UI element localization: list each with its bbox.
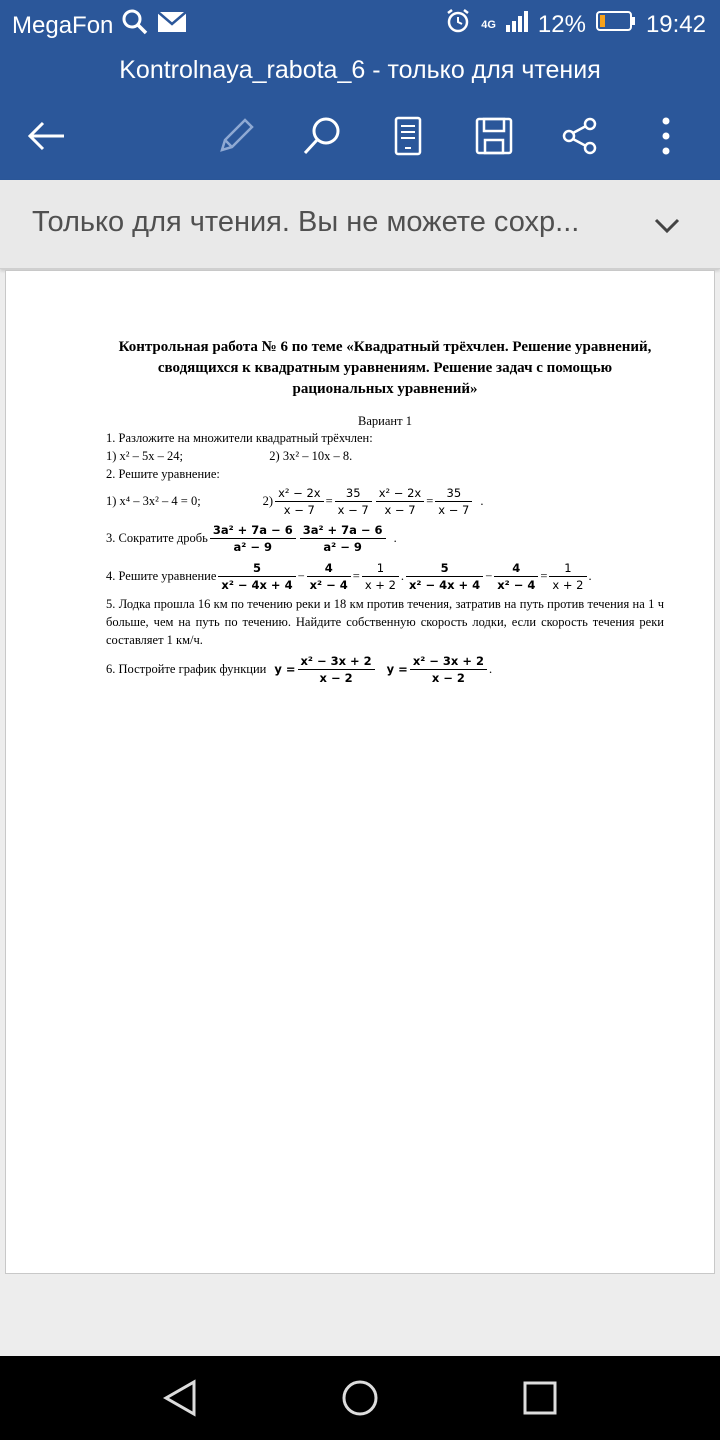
period: . <box>480 494 484 508</box>
document-heading: Контрольная работа № 6 по теме «Квадратный трёхчлен. Решение уравнений, сводящихся к квадратным уравнениям. Решение задач с помощью рациональных уравнений» <box>118 339 652 397</box>
fraction <box>410 653 487 686</box>
fraction-numerator: 3a² + 7a − 6 <box>300 522 386 539</box>
fraction-numerator: x² − 3x + 2 <box>298 653 375 670</box>
fraction-denominator: x² − 4 <box>309 577 348 592</box>
question-5: 5. Лодка прошла 16 км по течению реки и 18 км против течения, затратив на путь против течения на 1 ч больше, чем на путь по течению. Найдите собственную скорость лодки, если скорость течения реки составляет 1 км/ч. <box>106 597 664 647</box>
fraction <box>335 485 372 518</box>
recents-square-icon[interactable] <box>518 1376 562 1420</box>
fraction-denominator: x − 2 <box>431 670 465 685</box>
function-y-label: y = <box>386 662 408 676</box>
q2b-label: 2) <box>262 494 274 508</box>
home-circle-icon[interactable] <box>338 1376 382 1420</box>
more-vertical-icon <box>660 116 672 156</box>
mail-status-icon <box>157 10 187 41</box>
more-button[interactable] <box>640 110 692 162</box>
equals-sign: = <box>540 569 548 583</box>
fraction-denominator: x − 7 <box>283 502 315 517</box>
fraction <box>549 560 586 593</box>
fraction-numerator: 1 <box>362 560 399 577</box>
equals-sign: = <box>426 494 434 508</box>
fraction-numerator: 4 <box>307 560 351 577</box>
readonly-banner[interactable] <box>0 180 720 269</box>
reading-view-button[interactable] <box>382 110 434 162</box>
fraction <box>210 522 296 555</box>
question-3 <box>106 519 664 557</box>
q1b-label: 2) <box>269 449 280 463</box>
network-label: 4G <box>481 18 496 31</box>
chevron-down-icon[interactable] <box>650 210 684 240</box>
question-2-items <box>106 483 664 519</box>
battery-percent: 12% <box>537 10 586 38</box>
status-bar <box>0 0 720 48</box>
back-button[interactable] <box>20 110 72 162</box>
app-toolbar <box>0 92 720 180</box>
fraction-denominator: x − 7 <box>438 502 470 517</box>
fraction <box>300 522 386 555</box>
fraction-numerator: 4 <box>494 560 538 577</box>
period: . <box>393 531 397 545</box>
arrow-left-icon <box>26 121 66 151</box>
period: . <box>588 569 592 583</box>
edit-button[interactable] <box>210 110 262 162</box>
question-2: 2. Решите уравнение: <box>106 467 220 481</box>
fraction-numerator: 35 <box>335 485 372 502</box>
alarm-icon <box>445 8 471 41</box>
fraction <box>298 653 375 686</box>
q1a-label: 1) <box>106 449 117 463</box>
minus-sign: − <box>297 569 305 583</box>
fraction-numerator: x² − 3x + 2 <box>410 653 487 670</box>
mobile-view-icon <box>393 116 423 156</box>
fraction <box>307 560 351 593</box>
fraction-denominator: x + 2 <box>552 577 584 592</box>
fraction-denominator: x − 7 <box>337 502 369 517</box>
carrier-label: MegaFon <box>12 11 114 39</box>
fraction-numerator: 1 <box>549 560 586 577</box>
share-button[interactable] <box>554 110 606 162</box>
share-icon <box>560 116 600 156</box>
fraction-denominator: a² − 9 <box>233 539 272 554</box>
fraction-numerator: x² − 2x <box>376 485 425 502</box>
fraction <box>275 485 324 518</box>
clock: 19:42 <box>645 10 706 38</box>
variant-label: Вариант 1 <box>358 414 412 428</box>
minus-sign: − <box>485 569 493 583</box>
readonly-banner-text: Только для чтения. Вы не можете сохр... <box>32 206 580 238</box>
fraction <box>494 560 538 593</box>
period: . <box>488 662 493 676</box>
fraction-denominator: x² − 4x + 4 <box>221 577 293 592</box>
fraction <box>218 560 295 593</box>
equals-sign: = <box>352 569 360 583</box>
fraction <box>362 560 399 593</box>
question-4-text: 4. Решите уравнение <box>106 569 217 583</box>
fraction-denominator: x − 7 <box>384 502 416 517</box>
q1a-expression: x² – 5x – 24; <box>119 449 184 463</box>
fraction-numerator: x² − 2x <box>275 485 324 502</box>
fraction-numerator: 35 <box>435 485 472 502</box>
search-button[interactable] <box>296 110 348 162</box>
navigation-bar <box>0 1356 720 1440</box>
question-6 <box>106 649 664 689</box>
fraction-denominator: x² − 4x + 4 <box>409 577 481 592</box>
period: . <box>400 569 405 583</box>
fraction-denominator: x − 2 <box>319 670 353 685</box>
question-1-items <box>106 447 664 465</box>
fraction-denominator: a² − 9 <box>323 539 362 554</box>
question-1: 1. Разложите на множители квадратный трёхчлен: <box>106 431 373 445</box>
fraction-numerator: 3a² + 7a − 6 <box>210 522 296 539</box>
document-title: Kontrolnaya_rabota_6 - только для чтения <box>0 48 720 92</box>
save-button[interactable] <box>468 110 520 162</box>
question-4 <box>106 557 664 595</box>
fraction-denominator: x + 2 <box>364 577 396 592</box>
fraction-numerator: 5 <box>406 560 483 577</box>
signal-icon <box>506 10 528 39</box>
fraction <box>406 560 483 593</box>
q1b-expression: 3x² – 10x – 8. <box>282 449 353 463</box>
fraction <box>376 485 425 518</box>
equals-sign: = <box>325 494 333 508</box>
fraction-denominator: x² − 4 <box>497 577 536 592</box>
search-icon <box>301 115 343 157</box>
fraction-numerator: 5 <box>218 560 295 577</box>
question-3-text: 3. Сократите дробь <box>106 531 208 545</box>
document-page[interactable] <box>5 270 715 1274</box>
fraction <box>435 485 472 518</box>
question-6-text: 6. Постройте график функции <box>106 662 267 676</box>
function-y-label: y = <box>274 662 296 676</box>
battery-icon <box>596 10 636 39</box>
search-status-icon <box>121 8 149 43</box>
back-triangle-icon[interactable] <box>158 1376 202 1420</box>
q2a-expression: 1) x⁴ – 3x² – 4 = 0; <box>106 494 201 508</box>
pencil-icon <box>216 116 256 156</box>
document-content <box>106 337 664 689</box>
save-icon <box>474 116 514 156</box>
